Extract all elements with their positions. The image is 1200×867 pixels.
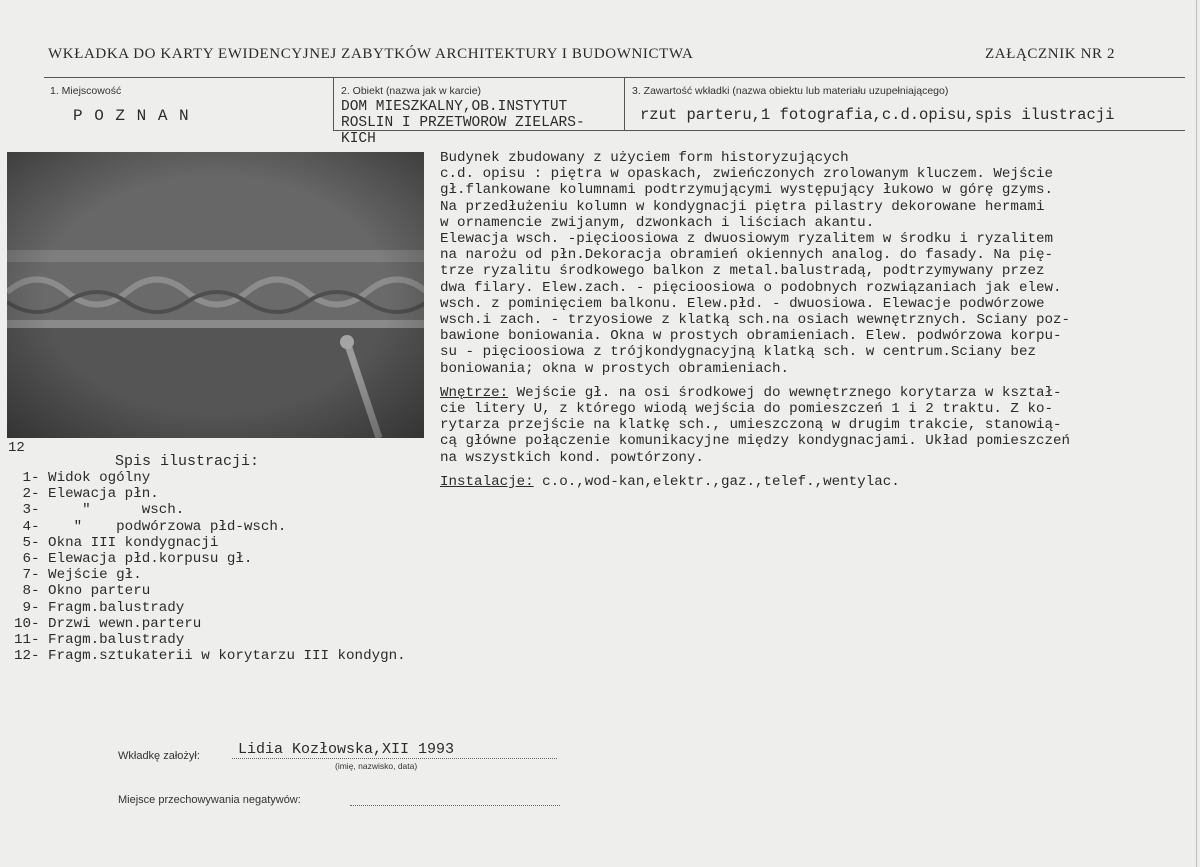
illustration-item: 7- Wejście gł. (14, 567, 142, 584)
field-object-value (341, 99, 585, 147)
desc-line: c.d. opisu : piętra w opaskach, zwieńczonych zrolowanym kluczem. Wejście (440, 166, 1053, 183)
negatives-label: Miejsce przechowywania negatywów: (118, 794, 301, 806)
field-object-line: DOM MIESZKALNY,OB.INSTYTUT (341, 99, 568, 115)
illustration-item: 11- Fragm.balustrady (14, 632, 185, 649)
illustration-item: 9- Fragm.balustrady (14, 599, 185, 616)
illustration-item: 6- Elewacja płd.korpusu gł. (14, 551, 253, 568)
illustration-item: 1- Widok ogólny (14, 470, 151, 486)
photo-stucco-fragment (7, 152, 424, 438)
desc-line: Na przedłużeniu kolumn w kondygnacji piętra pilastry dekorowane hermami (440, 198, 1045, 215)
installations-line (440, 474, 1070, 490)
desc-line: trze ryzalitu środkowego balkon z metal.balustradą, podtrzymywany przez (440, 263, 1045, 280)
desc-line: na narożu od płn.Dekoracja obramień okiennych analog. do fasady. Na pię- (440, 247, 1053, 264)
desc-line: wsch. z pominięciem balkonu. Elew.płd. - dwuosiowa. Elewacje podwórzowe (440, 295, 1045, 312)
negatives-line (350, 805, 560, 806)
desc-line: wsch.i zach. - trzyosiowe z klatką sch.na osiach wewnętrznych. Sciany poz- (440, 312, 1071, 329)
desc-line: Budynek zbudowany z użyciem form historyzujących (440, 150, 849, 166)
illustration-item: 4- " podwórzowa płd-wsch. (14, 518, 287, 535)
interior-text: Wejście gł. na osi środkowej do wewnętrznego korytarza w kształ- (508, 384, 1062, 401)
form-divider-1 (333, 78, 334, 130)
attachment-number: ZAŁĄCZNIK NR 2 (985, 46, 1116, 62)
author-line (232, 758, 557, 759)
desc-line: boniowania; okna w prostych obramieniach. (440, 360, 790, 377)
desc-line: gł.flankowane kolumnami podtrzymującymi występujący łukowo w górę gzyms. (440, 182, 1053, 199)
author-label: Wkładkę założył: (118, 750, 200, 762)
interior-line: cie litery U, z którego wiodą wejścia do pomieszczeń 1 i 2 traktu. Z ko- (440, 401, 1053, 418)
interior-label: Wnętrze: (440, 384, 509, 401)
illustration-item: 3- " wsch. (14, 502, 185, 519)
desc-line: bawione boniowania. Okna w prostych obramieniach. Elew. podwórzowa korpu- (440, 328, 1062, 345)
interior-line: na wszystkich kond. powtórzony. (440, 449, 704, 466)
interior-line (440, 385, 1070, 401)
field-place-label: 1. Miejscowość (50, 85, 122, 97)
field-object-line: ROSLIN I PRZETWOROW ZIELARS- (341, 115, 585, 131)
desc-line: su - pięcioosiowa z trójkondygnacyjną klatką sch. w centrum.Sciany bez (440, 344, 1036, 361)
right-edge (1196, 0, 1197, 867)
illustrations-list (14, 470, 406, 664)
interior-line: rytarza przejście na klatkę sch., umieszczoną w drugim trakcie, stanowią- (440, 417, 1062, 434)
desc-line: Elewacja wsch. -pięcioosiowa z dwuosiowym ryzalitem w środku i ryzalitem (440, 231, 1053, 248)
illustration-item: 5- Okna III kondygnacji (14, 534, 219, 551)
field-content-value: rzut parteru,1 fotografia,c.d.opisu,spis ilustracji (640, 106, 1115, 124)
installations-label: Instalacje: (440, 473, 534, 490)
illustration-item: 12- Fragm.sztukaterii w korytarzu III kondygn. (14, 648, 406, 665)
author-value: Lidia Kozłowska,XII 1993 (238, 741, 455, 758)
desc-line: dwa filary. Elew.zach. - pięcioosiowa o podobnych rozwiązaniach jak elew. (440, 279, 1062, 296)
photo-number: 12 (8, 440, 25, 456)
field-place-value: P O Z N A N (73, 107, 190, 125)
form-top-rule (44, 77, 1185, 78)
installations-text: c.o.,wod-kan,elektr.,gaz.,telef.,wentylac. (533, 473, 900, 490)
illustrations-title: Spis ilustracji: (115, 453, 260, 470)
desc-line: w ornamencie zwijanym, dzwonkach i liściach akantu. (440, 214, 875, 231)
form-title: WKŁADKA DO KARTY EWIDENCYJNEJ ZABYTKÓW ARCHITEKTURY I BUDOWNICTWA (48, 46, 694, 62)
field-object-label: 2. Obiekt (nazwa jak w karcie) (341, 85, 482, 97)
field-object-line: KICH (341, 131, 376, 147)
photo-image (7, 152, 424, 438)
interior-line: cą główne połączenie komunikacyjne między kondygnacjami. Układ pomieszczeń (440, 433, 1071, 450)
author-hint: (imię, nazwisko, data) (335, 761, 418, 771)
form-divider-2 (624, 78, 625, 130)
illustration-item: 2- Elewacja płn. (14, 486, 159, 503)
description (440, 150, 1070, 490)
field-content-label: 3. Zawartość wkładki (nazwa obiektu lub materiału uzupełniającego) (632, 85, 949, 97)
illustration-item: 10- Drzwi wewn.parteru (14, 615, 202, 632)
illustration-item: 8- Okno parteru (14, 583, 151, 600)
